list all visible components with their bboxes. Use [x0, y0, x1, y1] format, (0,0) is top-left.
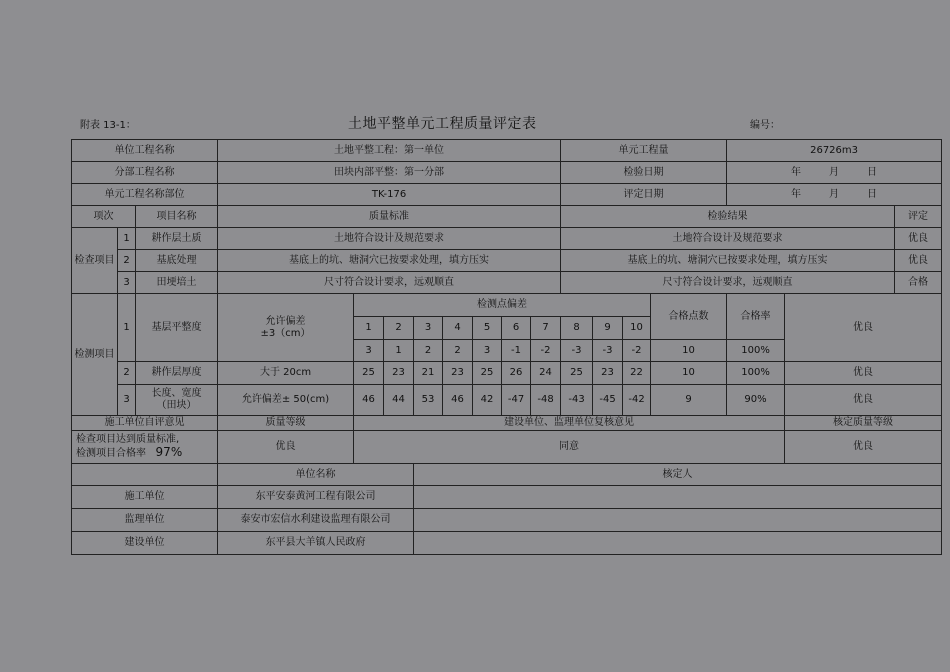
point-value: -48 [531, 385, 561, 416]
point-value: 2 [443, 340, 473, 362]
point-value: 25 [354, 362, 384, 385]
signoff-role: 施工单位 [72, 486, 218, 509]
point-value: -3 [561, 340, 593, 362]
point-value: 46 [354, 385, 384, 416]
info-row-3 [72, 184, 942, 206]
result-header: 检验结果 [561, 206, 895, 228]
point-number: 6 [502, 317, 531, 340]
point-value: -1 [502, 340, 531, 362]
signoff-approver [414, 532, 942, 555]
rating-header: 评定 [895, 206, 942, 228]
date-year: 年 [791, 188, 802, 200]
date-month: 月 [829, 188, 840, 200]
quality-grade-label: 质量等级 [218, 416, 354, 431]
item-name: 耕作层土质 [136, 228, 218, 250]
item-standard: 基底上的坑、塘洞穴已按要求处理，填方压实 [218, 250, 561, 272]
measure-tolerance: 允许偏差± 50(cm) [218, 385, 354, 416]
point-value: -45 [593, 385, 623, 416]
self-eval-rate-label: 检测项目合格率 [76, 448, 146, 459]
point-value: -47 [502, 385, 531, 416]
self-eval-line1: 检查项目达到质量标准, [76, 434, 180, 445]
point-value: 53 [414, 385, 443, 416]
element-part-value: TK-176 [218, 184, 561, 206]
quality-grade-value: 优良 [218, 431, 354, 464]
point-value: -3 [593, 340, 623, 362]
item-rating: 合格 [895, 272, 942, 294]
evaluation-table [71, 139, 942, 555]
info-row-1 [72, 140, 942, 162]
self-eval-text [72, 431, 218, 464]
date-month: 月 [829, 166, 840, 178]
opinion-header-row [72, 416, 942, 431]
point-number: 1 [354, 317, 384, 340]
item-result: 土地符合设计及规范要求 [561, 228, 895, 250]
point-value: 23 [443, 362, 473, 385]
pass-rate: 100% [727, 340, 785, 362]
item-name-header: 项目名称 [136, 206, 218, 228]
page-title: 土地平整单元工程质量评定表 [348, 116, 537, 132]
point-value: 25 [473, 362, 502, 385]
signoff-approver [414, 509, 942, 532]
measure-item-row [72, 294, 942, 317]
item-result: 基底上的坑、塘洞穴已按要求处理，填方压实 [561, 250, 895, 272]
sub-project-value: 田块内部平整：第一分部 [218, 162, 561, 184]
point-value: 26 [502, 362, 531, 385]
point-number: 10 [623, 317, 651, 340]
point-value: 22 [623, 362, 651, 385]
measure-rating: 优良 [785, 362, 942, 385]
pass-rate: 90% [727, 385, 785, 416]
point-value: -2 [531, 340, 561, 362]
point-value: 1 [384, 340, 414, 362]
unit-quantity-value: 26726m3 [727, 140, 942, 162]
measure-rating: 优良 [785, 385, 942, 416]
points-title: 检测点偏差 [354, 294, 651, 317]
measure-tolerance: 允许偏差 ±3（cm） [218, 294, 354, 362]
point-number: 7 [531, 317, 561, 340]
seq-header: 项次 [72, 206, 136, 228]
pass-count: 10 [651, 340, 727, 362]
date-day: 日 [867, 188, 878, 200]
approver-label: 核定人 [414, 464, 942, 486]
element-part-label: 单元工程名称部位 [72, 184, 218, 206]
check-item-row [72, 272, 942, 294]
pass-rate-header: 合格率 [727, 294, 785, 340]
code-label: 编号： [750, 120, 780, 131]
signoff-blank [72, 464, 218, 486]
pass-count: 10 [651, 362, 727, 385]
item-rating: 优良 [895, 228, 942, 250]
date-year: 年 [791, 166, 802, 178]
measure-item-row [72, 385, 942, 416]
point-value: 3 [473, 340, 502, 362]
point-value: -42 [623, 385, 651, 416]
self-eval-rate: 97% [155, 445, 183, 459]
measure-rating: 优良 [785, 294, 942, 362]
signoff-header-row [72, 464, 942, 486]
measure-no: 2 [118, 362, 136, 385]
signoff-unit-name: 东平安泰黄河工程有限公司 [218, 486, 414, 509]
measure-name: 基层平整度 [136, 294, 218, 362]
opinion-body-row [72, 431, 942, 464]
point-value: 42 [473, 385, 502, 416]
standard-header: 质量标准 [218, 206, 561, 228]
point-number: 5 [473, 317, 502, 340]
measure-tolerance: 大于 20cm [218, 362, 354, 385]
point-value: 46 [443, 385, 473, 416]
measure-no: 3 [118, 385, 136, 416]
item-rating: 优良 [895, 250, 942, 272]
check-header-row [72, 206, 942, 228]
annex-label: 附表 13-1： [80, 120, 136, 131]
item-name: 基底处理 [136, 250, 218, 272]
check-item-row [72, 228, 942, 250]
signoff-role: 监理单位 [72, 509, 218, 532]
sub-project-label: 分部工程名称 [72, 162, 218, 184]
point-value: 25 [561, 362, 593, 385]
self-eval-label: 施工单位自评意见 [72, 416, 218, 431]
point-number: 8 [561, 317, 593, 340]
review-label: 建设单位、监理单位复核意见 [354, 416, 785, 431]
item-no: 2 [118, 250, 136, 272]
point-value: -2 [623, 340, 651, 362]
measure-name: 长度、宽度 （田块） [136, 385, 218, 416]
point-value: 44 [384, 385, 414, 416]
measure-no: 1 [118, 294, 136, 362]
info-row-2 [72, 162, 942, 184]
point-number: 9 [593, 317, 623, 340]
measure-name: 耕作层厚度 [136, 362, 218, 385]
signoff-unit-name: 泰安市宏信水利建设监理有限公司 [218, 509, 414, 532]
verify-grade-label: 核定质量等级 [785, 416, 942, 431]
self-eval-line2 [76, 446, 215, 460]
signoff-approver [414, 486, 942, 509]
review-value: 同意 [354, 431, 785, 464]
pass-rate: 100% [727, 362, 785, 385]
evaluation-date-label: 评定日期 [561, 184, 727, 206]
verify-grade-value: 优良 [785, 431, 942, 464]
item-name: 田埂培土 [136, 272, 218, 294]
inspection-date-value [727, 162, 942, 184]
signoff-row [72, 486, 942, 509]
point-value: 24 [531, 362, 561, 385]
item-standard: 土地符合设计及规范要求 [218, 228, 561, 250]
measure-group-label: 检测项目 [72, 294, 118, 416]
check-item-row [72, 250, 942, 272]
point-value: 23 [593, 362, 623, 385]
unit-project-value: 土地平整工程：第一单位 [218, 140, 561, 162]
pass-count: 9 [651, 385, 727, 416]
point-value: -43 [561, 385, 593, 416]
unit-project-label: 单位工程名称 [72, 140, 218, 162]
signoff-role: 建设单位 [72, 532, 218, 555]
point-number: 3 [414, 317, 443, 340]
pass-count-header: 合格点数 [651, 294, 727, 340]
point-value: 21 [414, 362, 443, 385]
check-group-label: 检查项目 [72, 228, 118, 294]
point-number: 4 [443, 317, 473, 340]
item-no: 1 [118, 228, 136, 250]
unit-name-label: 单位名称 [218, 464, 414, 486]
signoff-row [72, 532, 942, 555]
date-day: 日 [867, 166, 878, 178]
point-value: 3 [354, 340, 384, 362]
point-value: 2 [414, 340, 443, 362]
signoff-row [72, 509, 942, 532]
signoff-unit-name: 东平县大羊镇人民政府 [218, 532, 414, 555]
item-no: 3 [118, 272, 136, 294]
point-number: 2 [384, 317, 414, 340]
inspection-date-label: 检验日期 [561, 162, 727, 184]
unit-quantity-label: 单元工程量 [561, 140, 727, 162]
point-value: 23 [384, 362, 414, 385]
item-result: 尺寸符合设计要求，远观顺直 [561, 272, 895, 294]
item-standard: 尺寸符合设计要求，远观顺直 [218, 272, 561, 294]
measure-item-row [72, 362, 942, 385]
evaluation-date-value [727, 184, 942, 206]
